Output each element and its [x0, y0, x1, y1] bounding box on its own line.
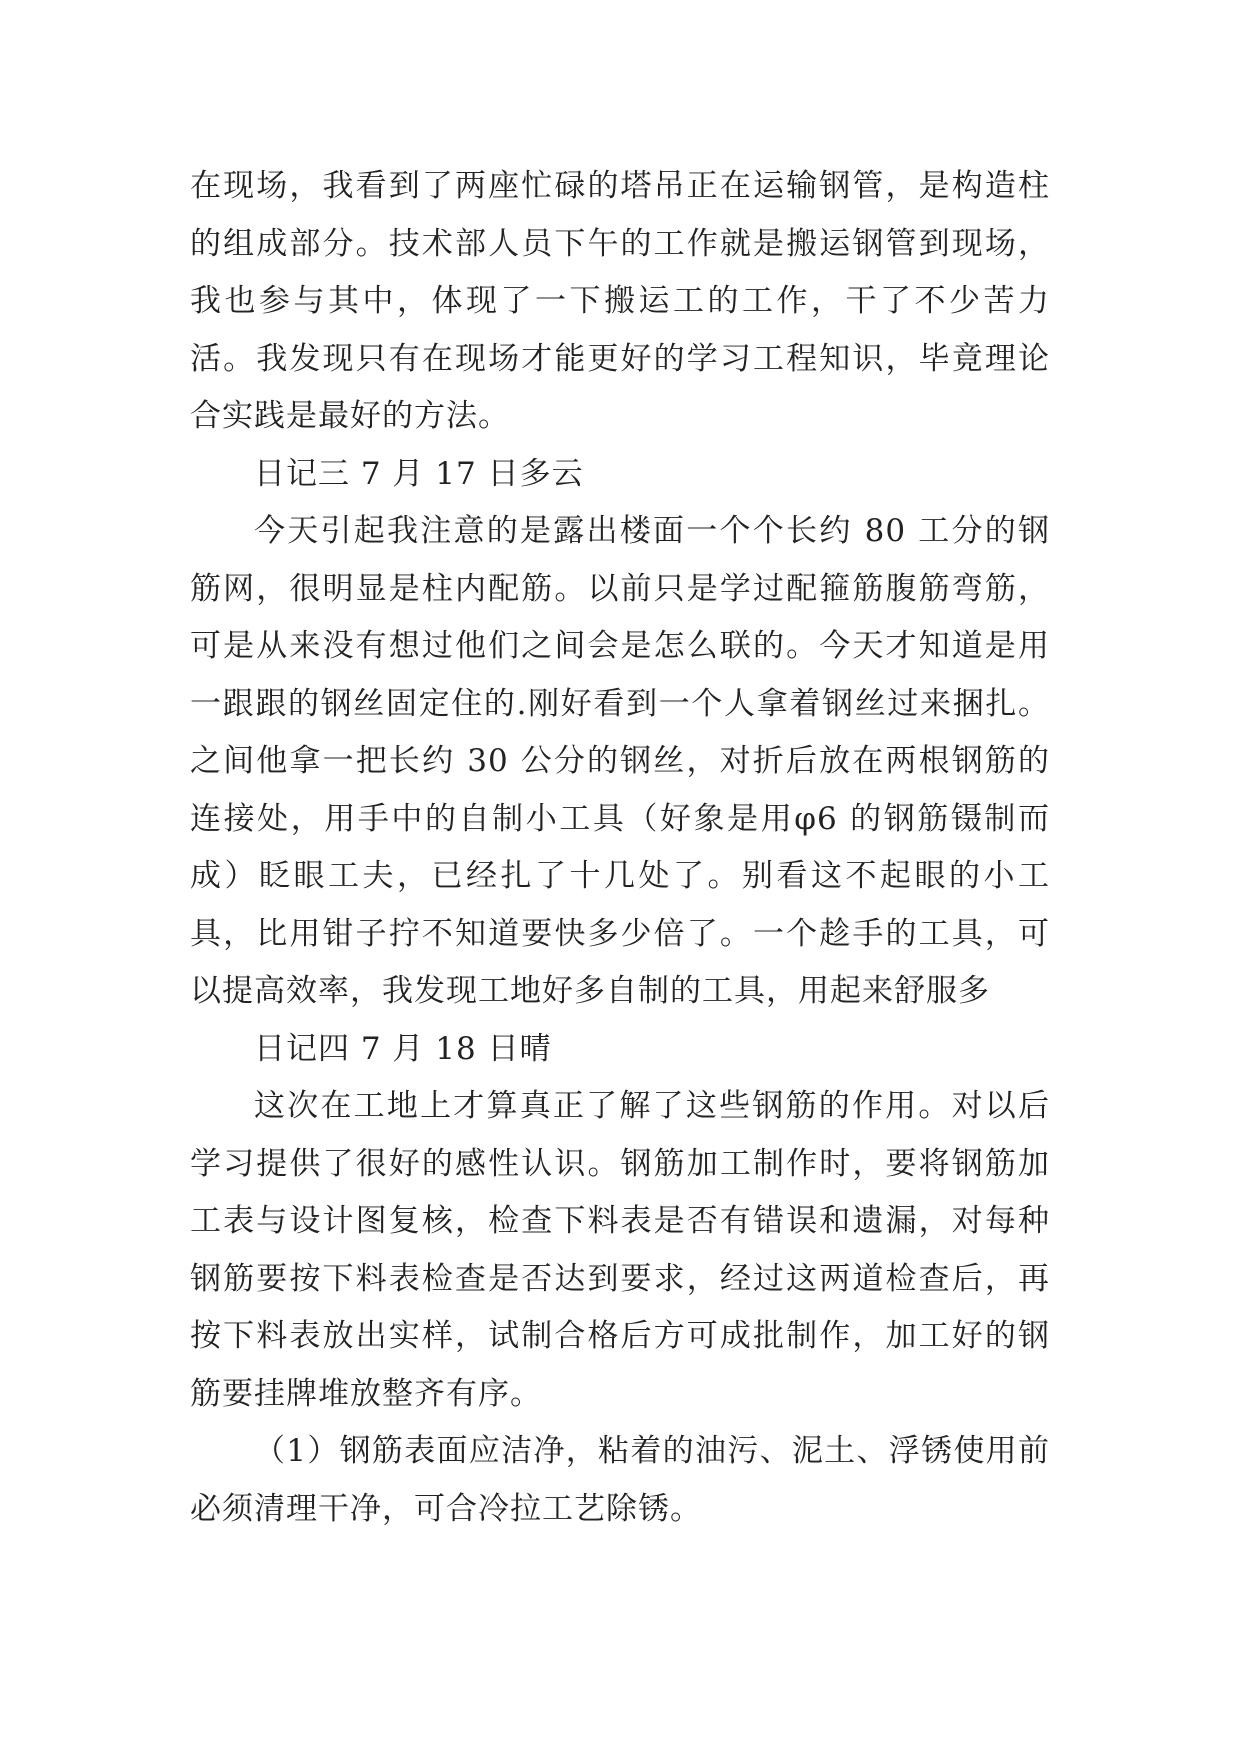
diary-heading-4: 日记四 7 月 18 日晴 — [254, 1030, 552, 1067]
paragraph-rebar-mesh: 今天引起我注意的是露出楼面一个个长约 80 工分的钢筋网，很明显是柱内配筋。以前只是学过配箍筋腹筋弯筋，可是从来没有想过他们之间会是怎么联的。今天才知道是用一跟跟的钢丝固定住的.刚好看到一个人拿着钢丝过来捆扎。之间他拿一把长约 30 公分的钢丝，对折后放在两根钢筋的连接处，用手中的自制小工具（好象是用φ6 的钢筋镊制而成）眨眼工夫，已经扎了十几处了。别看这不起眼的小工具，比用钳子拧不知道要快多少倍了。一个趁手的工具，可以提高效率，我发现工地好多自制的工具，用起来舒服多 — [190, 513, 1050, 1009]
paragraph-rebar-processing: 这次在工地上才算真正了解了这些钢筋的作用。对以后学习提供了很好的感性认识。钢筋加工制作时，要将钢筋加工表与设计图复核，检查下料表是否有错误和遗漏，对每种钢筋要按下料表检查是否达到要求，经过这两道检查后，再按下料表放出实样，试制合格后方可成批制作，加工好的钢筋要挂牌堆放整齐有序。 — [190, 1088, 1050, 1412]
paragraph-site-crane: 在现场，我看到了两座忙碌的塔吊正在运输钢管，是构造柱的组成部分。技术部人员下午的工作就是搬运钢管到现场，我也参与其中，体现了一下搬运工的工作，干了不少苦力活。我发现只有在现场才能更好的学习工程知识，毕竟理论合实践是最好的方法。 — [190, 168, 1050, 434]
paragraph-rebar-cleaning: （1）钢筋表面应洁净，粘着的油污、泥土、浮锈使用前必须清理干净，可合冷拉工艺除锈。 — [190, 1433, 1050, 1527]
diary-heading-3: 日记三 7 月 17 日多云 — [254, 455, 584, 492]
document-body — [190, 158, 1050, 1538]
